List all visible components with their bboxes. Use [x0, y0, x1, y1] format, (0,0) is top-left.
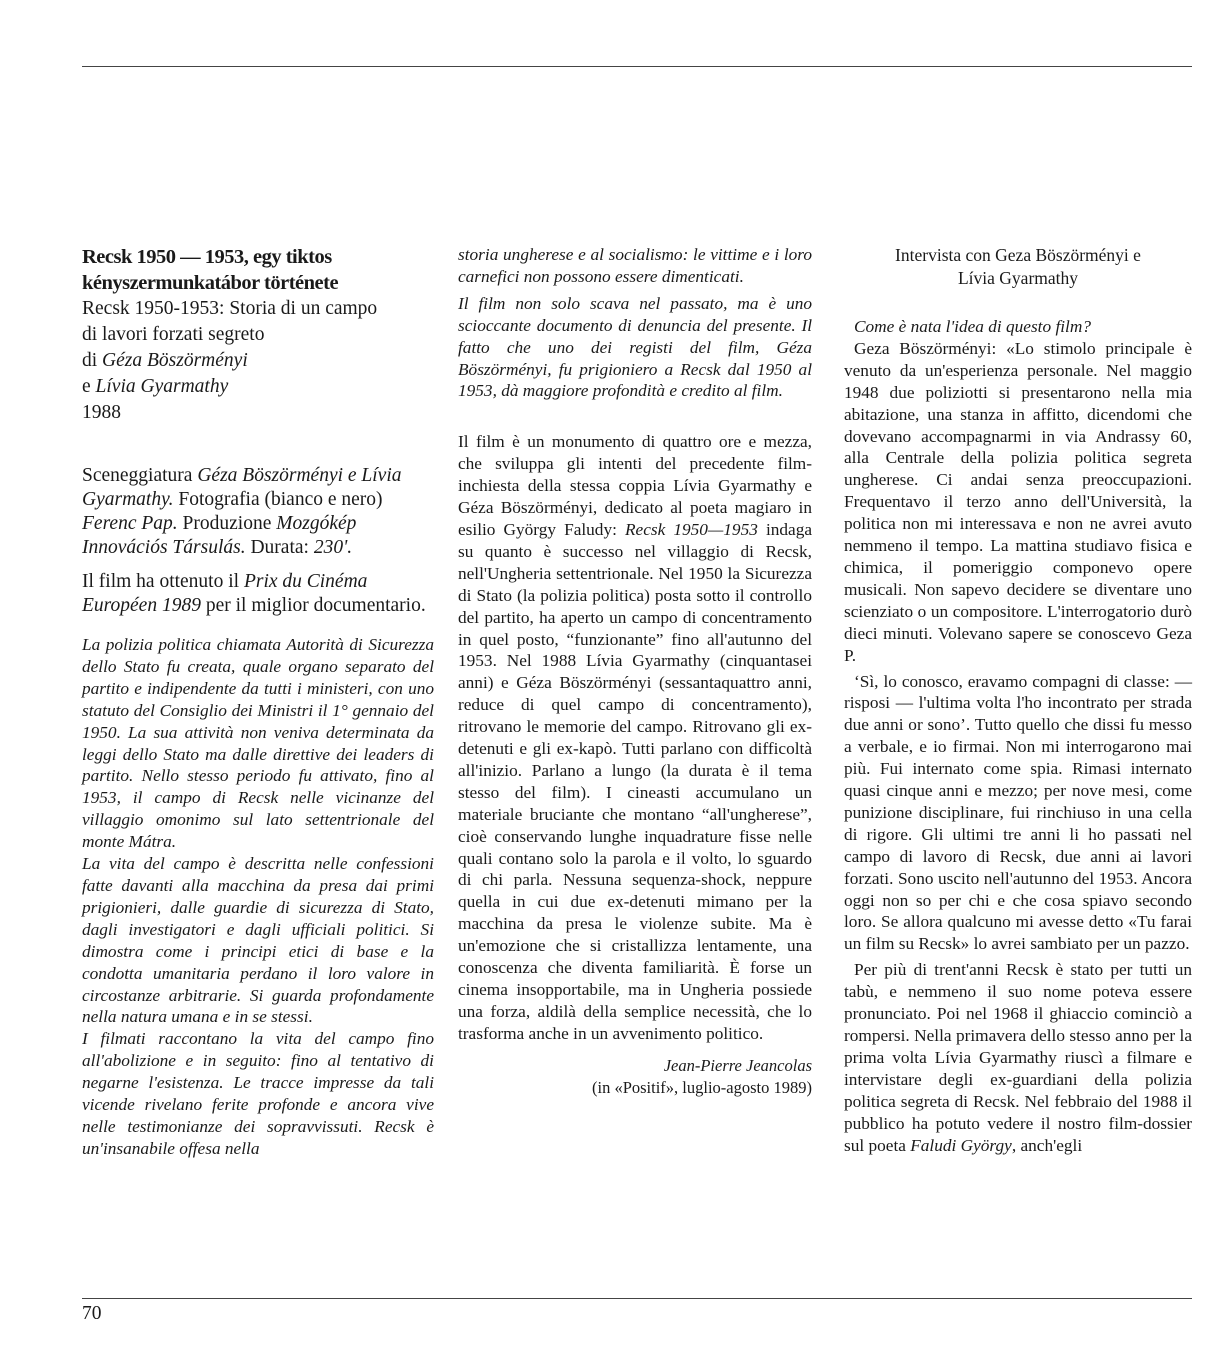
- interview-answer-3: Per più di trent'anni Recsk è stato per tutti un tabù, e nemmeno il suo nome poteva essere pronunciato. Poi nel 1968 il ghiaccio cominciò a rompersi. Nella primavera dello stesso anno per la prima volta Lívia Gyarmathy riuscì a filmare e intervistare degli ex-guardiani della polizia politica segreta di Recsk. Nel febbraio del 1988 il pubblico ha potuto vedere il nostro film-dossier sul poeta Faludi György, anch'egli: [844, 960, 1192, 1155]
- synopsis-continued: storia ungherese e al socialismo: le vittime e i loro carnefici non possono essere dimenticati.: [458, 245, 812, 286]
- interview-answer-2: ‘Sì, lo conosco, eravamo compagni di classe: — risposi — l'ultima volta l'ho incontrato per strada due anni or sono’. Tutto quello che dissi fu messo a verbale, e io firmai. Non mi interrogarono mai più. Fui internato come spia. Rimasi internato quasi cinque anni e mezzo; per nove mesi, come punizione disciplinare, fui rinchiuso in una cella di rigore. Gli ultimi tre anni li ho passati nel campo di lavoro di Recsk, due anni ai lavori forzati. Sono uscito nell'autunno del 1953. Ancora oggi non so per chi e che cosa spiavo secondo loro. Se allora qualcuno mi avesse detto «Tu farai un film su Recsk» lo avrei sambiato per un pazzo.: [844, 671, 1192, 954]
- column-right: [844, 244, 1192, 1156]
- bottom-rule: [82, 1298, 1192, 1299]
- director-line: di Géza Böszörményi: [82, 350, 248, 371]
- synopsis-last-paragraph: Il film non solo scava nel passato, ma è uno scioccante documento di denuncia del presente. Il fatto che uno dei registi del film, Géza Böszörményi, fu prigioniero a Recsk dal 1950 al 1953, dà maggiore profondità e credito al film.: [458, 293, 812, 401]
- award: Il film ha ottenuto il Prix du Cinéma Européen 1989 per il miglior documentario.: [82, 571, 426, 616]
- page-number: 70: [82, 1303, 102, 1324]
- top-rule: [82, 66, 1192, 67]
- column-left: [82, 244, 434, 1160]
- credits: Sceneggiatura Géza Böszörményi e Lívia Gyarmathy. Fotografia (bianco e nero) Ferenc Pap. Produzione Mozgókép Innovációs Társulás. Durata: 230'.: [82, 465, 402, 558]
- column-middle: [458, 244, 812, 1099]
- film-year: 1988: [82, 402, 121, 423]
- interview-question: Come è nata l'idea di questo film?: [854, 317, 1091, 336]
- interview-title: Intervista con Geza Böszörményi e Lívia Gyarmathy: [895, 245, 1141, 288]
- review-signature: Jean-Pierre Jeancolas (in «Positif», luglio-agosto 1989): [592, 1055, 812, 1097]
- interview-answer-1: Geza Böszörményi: «Lo stimolo principale è venuto da un'esperienza personale. Nel maggio 1948 due poliziotti si presentarono nella mia abitazione, una stanza in affitto, dicendomi che dovevano accompagnarmi in via Andrassy 60, alla Centrale della polizia politica segreta ungherese. Ci andai senza preoccupazioni. Frequentavo il terzo anno dell'Università, la politica non mi interessava e non ne avrei avuto nemmeno il tempo. La mattina studiavo fisica e chimica, il pomeriggio componevo opere musicali. Non sapevo decidere se diventare uno scienziato o un compositore. L'interrogatorio durò dieci minuti. Volevano sapere se conoscevo Geza P.: [844, 338, 1192, 665]
- hungarian-title: Recsk 1950 — 1953, egy tiktos kényszermunkatábor története: [82, 246, 339, 294]
- italian-subtitle: Recsk 1950-1953: Storia di un campo di lavori forzati segreto di Géza Böszörményi e Lívia Gyarmathy 1988: [82, 296, 434, 426]
- review-text: Il film è un monumento di quattro ore e mezza, che sviluppa gli intenti del precedente film-inchiesta della stessa coppia Lívia Gyarmathy e Géza Böszörményi, dedicato al poeta magiaro in esilio György Faludy: Recsk 1950—1953 indaga su quanto è successo nel villaggio di Recsk, nell'Ungheria settentrionale. Nel 1950 la Sicurezza di Stato (la polizia politica) posta sotto il controllo del partito, ha aperto un campo di concentramento in quel posto, “funzionante” fino all'autunno del 1953. Nel 1988 Lívia Gyarmathy (cinquantasei anni) e Géza Böszörményi (sessantaquattro anni, reduce di quel campo di concentramento), ritrovano le memorie del campo. Ritrovano gli ex-detenuti e gli ex-kapò. Tutti parlano con difficoltà all'inizio. Parlano a lungo (la durata è il tema stesso del film). I cineasti accumulano un materiale bruciante che montano “all'ungherese”, cioè conservando lunghe inquadrature fisse nelle quali contano solo la parola e il volto, lo sguardo di chi parla. Nessuna sequenza-shock, neppure quella in cui due ex-detenuti mimano per la macchina da presa le violenze subite. Ma è un'emozione che si cristallizza lentamente, una conoscenza che diventa familiarità. È forse un cinema insopportabile, ma in Ungheria possiede una forza, aldilà della semplice necessità, che lo trasforma anche in un avvenimento politico.: [458, 432, 813, 1043]
- synopsis: La polizia politica chiamata Autorità di Sicurezza dello Stato fu creata, quale organo separato del partito e indipendente da tutti i ministeri, con uno statuto del Consiglio dei Ministri il 1° gennaio del 1950. La sua attività non veniva determinata da leggi dello Stato ma dalle direttive dei leaders di partito. Nello stesso periodo fu attivato, fino al 1953, il campo di Recsk nelle vicinanze del villaggio omonimo sul lato settentrionale del monte Mátra. La vita del campo è descritta nelle confessioni fatte davanti alla macchina da presa dai primi prigionieri, dalle guardie di sicurezza di Stato, dagli investigatori e dagli ufficiali politici. Si dimostra come i principi etici di base e la condotta umanitaria perdano il loro valore in circostanze arbitrarie. Si guarda profondamente nella natura umana e in se stessi. I filmati raccontano la vita del campo fino all'abolizione e in seguito: fino al tentativo di negarne l'esistenza. Le tracce impresse da tali vicende rivelano ferite profonde e ancora vive nelle testimonianze dei sopravvissuti. Recsk è un'insanabile offesa nella: [82, 635, 434, 1158]
